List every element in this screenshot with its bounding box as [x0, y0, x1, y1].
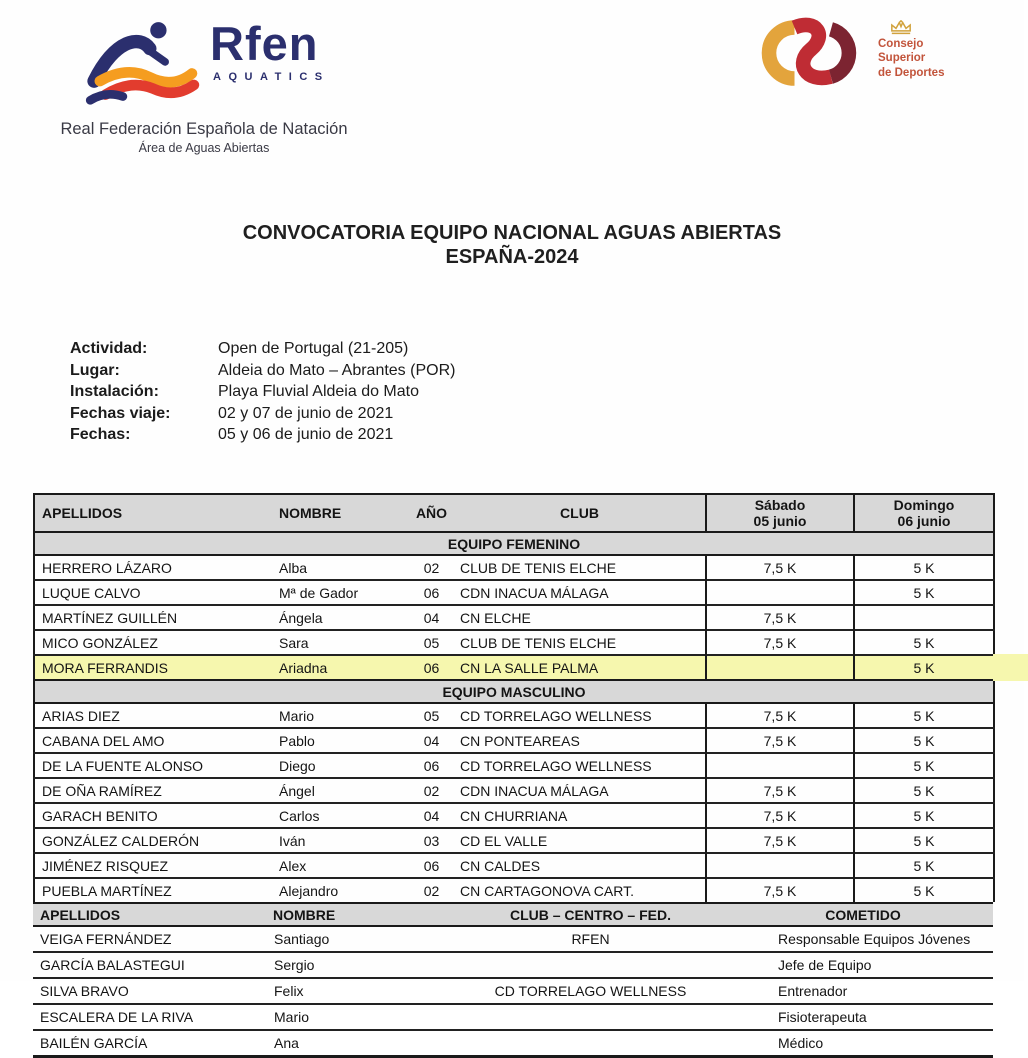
- staff-row: [33, 1004, 993, 1030]
- athlete-row: [34, 853, 994, 878]
- cell-sabado: 7,5 K: [706, 555, 854, 580]
- rfen-logo: [84, 12, 330, 108]
- staff-header-row: [33, 903, 993, 926]
- detail-label: Fechas viaje:: [70, 404, 171, 422]
- cell-apellidos: LUQUE CALVO: [34, 580, 279, 605]
- detail-row: [70, 360, 455, 382]
- cell-domingo: 5 K: [854, 703, 994, 728]
- cell-cometido: Jefe de Equipo: [733, 952, 993, 978]
- federation-name: Real Federación Española de Natación: [60, 120, 348, 138]
- cell-domingo: 5 K: [854, 555, 994, 580]
- staff-col-cometido: COMETIDO: [733, 903, 993, 926]
- cell-cometido: Médico: [733, 1030, 993, 1057]
- col-header-domingo: Domingo 06 junio: [854, 494, 994, 532]
- cell-apellidos: BAILÉN GARCÍA: [33, 1030, 273, 1057]
- crown-icon: [888, 20, 914, 35]
- cell-club: CD TORRELAGO WELLNESS: [454, 753, 706, 778]
- cell-domingo: 5 K: [854, 828, 994, 853]
- csd-line-3: de Deportes: [878, 66, 945, 79]
- detail-label: Lugar:: [70, 361, 120, 379]
- athlete-row: [34, 703, 994, 728]
- cell-domingo: 5 K: [854, 778, 994, 803]
- athlete-row: [34, 803, 994, 828]
- staff-row: [33, 1030, 993, 1057]
- athlete-row: [34, 555, 994, 580]
- detail-value: Aldeia do Mato – Abrantes (POR): [218, 361, 456, 379]
- cell-apellidos: ARIAS DIEZ: [34, 703, 279, 728]
- staff-row: [33, 926, 993, 952]
- cell-domingo: 5 K: [854, 580, 994, 605]
- cell-apellidos: MICO GONZÁLEZ: [34, 630, 279, 655]
- cell-club: CN CARTAGONOVA CART.: [454, 878, 706, 902]
- cell-club: CN PONTEAREAS: [454, 728, 706, 753]
- cell-domingo: 5 K: [854, 630, 994, 655]
- detail-label: Actividad:: [70, 340, 148, 357]
- roster-header-row: [34, 494, 994, 532]
- col-header-ano: AÑO: [409, 494, 454, 532]
- athlete-row: [34, 605, 994, 630]
- federation-block: [53, 120, 355, 155]
- cell-ano: 06: [409, 580, 454, 605]
- cell-club: CN CHURRIANA: [454, 803, 706, 828]
- cell-sabado: [706, 580, 854, 605]
- cell-ano: 02: [409, 778, 454, 803]
- swimmer-logo-icon: [84, 12, 204, 108]
- athlete-row: [34, 828, 994, 853]
- detail-row: [70, 381, 455, 403]
- cell-apellidos: SILVA BRAVO: [33, 978, 273, 1004]
- cell-nombre: Ana: [273, 1030, 448, 1057]
- cell-ano: 04: [409, 605, 454, 630]
- staff-col-nombre: NOMBRE: [273, 903, 448, 926]
- detail-value: 05 y 06 de junio de 2021: [218, 426, 394, 443]
- cell-club: [448, 1004, 733, 1030]
- detail-row: [70, 424, 455, 446]
- cell-apellidos: CABANA DEL AMO: [34, 728, 279, 753]
- cell-nombre: Ariadna: [279, 655, 409, 680]
- cell-nombre: Pablo: [279, 728, 409, 753]
- cell-club: CN CALDES: [454, 853, 706, 878]
- detail-value: 02 y 07 de junio de 2021: [218, 404, 394, 422]
- cell-domingo: [854, 605, 994, 630]
- title-line-1: CONVOCATORIA EQUIPO NACIONAL AGUAS ABIERTAS: [242, 222, 782, 244]
- athlete-row: [34, 753, 994, 778]
- cell-nombre: Alba: [279, 555, 409, 580]
- cell-sabado: 7,5 K: [706, 778, 854, 803]
- cell-club: [448, 1030, 733, 1057]
- cell-ano: 02: [409, 878, 454, 902]
- cell-domingo: 5 K: [854, 655, 994, 680]
- cell-apellidos: PUEBLA MARTÍNEZ: [34, 878, 279, 902]
- csd-line-2: Superior: [878, 52, 926, 65]
- cell-nombre: Mario: [273, 1004, 448, 1030]
- rfen-brand-text: Rfen: [210, 17, 319, 70]
- csd-line-1: Consejo: [878, 38, 924, 50]
- cell-nombre: Felix: [273, 978, 448, 1004]
- cell-club: CDN INACUA MÁLAGA: [454, 778, 706, 803]
- cell-sabado: 7,5 K: [706, 828, 854, 853]
- cell-ano: 06: [409, 655, 454, 680]
- cell-nombre: Ángel: [279, 778, 409, 803]
- cell-nombre: Mª de Gador: [279, 580, 409, 605]
- cell-sabado: 7,5 K: [706, 605, 854, 630]
- cell-sabado: [706, 753, 854, 778]
- staff-row: [33, 978, 993, 1004]
- cell-sabado: 7,5 K: [706, 630, 854, 655]
- cell-apellidos: DE OÑA RAMÍREZ: [34, 778, 279, 803]
- cell-apellidos: GONZÁLEZ CALDERÓN: [34, 828, 279, 853]
- cell-ano: 04: [409, 728, 454, 753]
- cell-club: [448, 952, 733, 978]
- athlete-row: [34, 878, 994, 902]
- detail-value: Open de Portugal (21-205): [218, 340, 409, 357]
- detail-label: Instalación:: [70, 383, 159, 400]
- cell-nombre: Sara: [279, 630, 409, 655]
- rfen-wordmark: [210, 17, 330, 83]
- cell-nombre: Sergio: [273, 952, 448, 978]
- cell-domingo: 5 K: [854, 853, 994, 878]
- col-header-sabado: Sábado 05 junio: [706, 494, 854, 532]
- cell-sabado: [706, 655, 854, 680]
- cell-apellidos: MARTÍNEZ GUILLÉN: [34, 605, 279, 630]
- cell-ano: 06: [409, 853, 454, 878]
- cell-apellidos: MORA FERRANDIS: [34, 655, 279, 680]
- cell-club: CD TORRELAGO WELLNESS: [454, 703, 706, 728]
- cell-apellidos: JIMÉNEZ RISQUEZ: [34, 853, 279, 878]
- cell-domingo: 5 K: [854, 878, 994, 902]
- cell-sabado: 7,5 K: [706, 878, 854, 902]
- cell-ano: 03: [409, 828, 454, 853]
- cell-nombre: Carlos: [279, 803, 409, 828]
- athlete-row: [34, 728, 994, 753]
- cell-club: CLUB DE TENIS ELCHE: [454, 630, 706, 655]
- cell-club: CDN INACUA MÁLAGA: [454, 580, 706, 605]
- cell-sabado: [706, 853, 854, 878]
- cell-club: CLUB DE TENIS ELCHE: [454, 555, 706, 580]
- cell-nombre: Diego: [279, 753, 409, 778]
- staff-table: [33, 902, 993, 1058]
- cell-apellidos: GARCÍA BALASTEGUI: [33, 952, 273, 978]
- athlete-row: [34, 655, 994, 680]
- cell-ano: 05: [409, 703, 454, 728]
- section-row-masculino: EQUIPO MASCULINO: [34, 680, 994, 703]
- cell-ano: 02: [409, 555, 454, 580]
- detail-row: [70, 338, 455, 360]
- roster-table: [33, 493, 995, 902]
- cell-domingo: 5 K: [854, 803, 994, 828]
- cell-ano: 06: [409, 753, 454, 778]
- cell-club: RFEN: [571, 931, 610, 947]
- cell-apellidos: VEIGA FERNÁNDEZ: [40, 931, 172, 947]
- federation-area: Área de Aguas Abiertas: [138, 141, 270, 155]
- cell-nombre: Iván: [279, 828, 409, 853]
- cell-club: CD TORRELAGO WELLNESS: [448, 978, 733, 1004]
- cell-ano: 05: [409, 630, 454, 655]
- detail-row: [70, 403, 455, 425]
- cell-club: CN ELCHE: [454, 605, 706, 630]
- section-row-femenino: EQUIPO FEMENINO: [34, 532, 994, 555]
- cell-sabado: 7,5 K: [706, 728, 854, 753]
- cell-apellidos: HERRERO LÁZARO: [34, 555, 279, 580]
- cell-cometido: Entrenador: [733, 978, 993, 1004]
- cell-apellidos: ESCALERA DE LA RIVA: [33, 1004, 273, 1030]
- detail-label: Fechas:: [70, 426, 131, 443]
- cell-nombre: Alex: [279, 853, 409, 878]
- cell-nombre: Alejandro: [279, 878, 409, 902]
- staff-col-apellidos: APELLIDOS: [33, 903, 273, 926]
- col-header-apellidos: APELLIDOS: [34, 494, 279, 532]
- activity-details: [70, 338, 455, 446]
- cell-apellidos: GARACH BENITO: [34, 803, 279, 828]
- tables-block: [33, 493, 993, 1058]
- cell-nombre: Ángela: [279, 605, 409, 630]
- csd-caption: [878, 20, 944, 80]
- staff-col-club: CLUB – CENTRO – FED.: [448, 903, 733, 926]
- cell-cometido: Fisioterapeuta: [733, 1004, 993, 1030]
- title-line-2: ESPAÑA-2024: [445, 246, 579, 268]
- detail-value: Playa Fluvial Aldeia do Mato: [218, 383, 419, 400]
- athlete-row: [34, 580, 994, 605]
- cell-nombre: Mario: [279, 703, 409, 728]
- cell-club: CN LA SALLE PALMA: [454, 655, 706, 680]
- cell-cometido: Responsable Equipos Jóvenes: [778, 931, 971, 947]
- cell-nombre: Santiago: [274, 931, 330, 947]
- athlete-row: [34, 778, 994, 803]
- csd-logo: [750, 12, 944, 94]
- col-header-club: CLUB: [454, 494, 706, 532]
- cell-domingo: 5 K: [854, 728, 994, 753]
- cell-club: CD EL VALLE: [454, 828, 706, 853]
- rfen-aquatics-text: AQUATICS: [213, 71, 330, 83]
- cell-sabado: 7,5 K: [706, 803, 854, 828]
- csd-monogram-icon: [750, 12, 870, 94]
- cell-domingo: 5 K: [854, 753, 994, 778]
- cell-sabado: 7,5 K: [706, 703, 854, 728]
- cell-ano: 04: [409, 803, 454, 828]
- document-title: [0, 221, 1024, 269]
- athlete-row: [34, 630, 994, 655]
- cell-apellidos: DE LA FUENTE ALONSO: [34, 753, 279, 778]
- staff-row: [33, 952, 993, 978]
- col-header-nombre: NOMBRE: [279, 494, 409, 532]
